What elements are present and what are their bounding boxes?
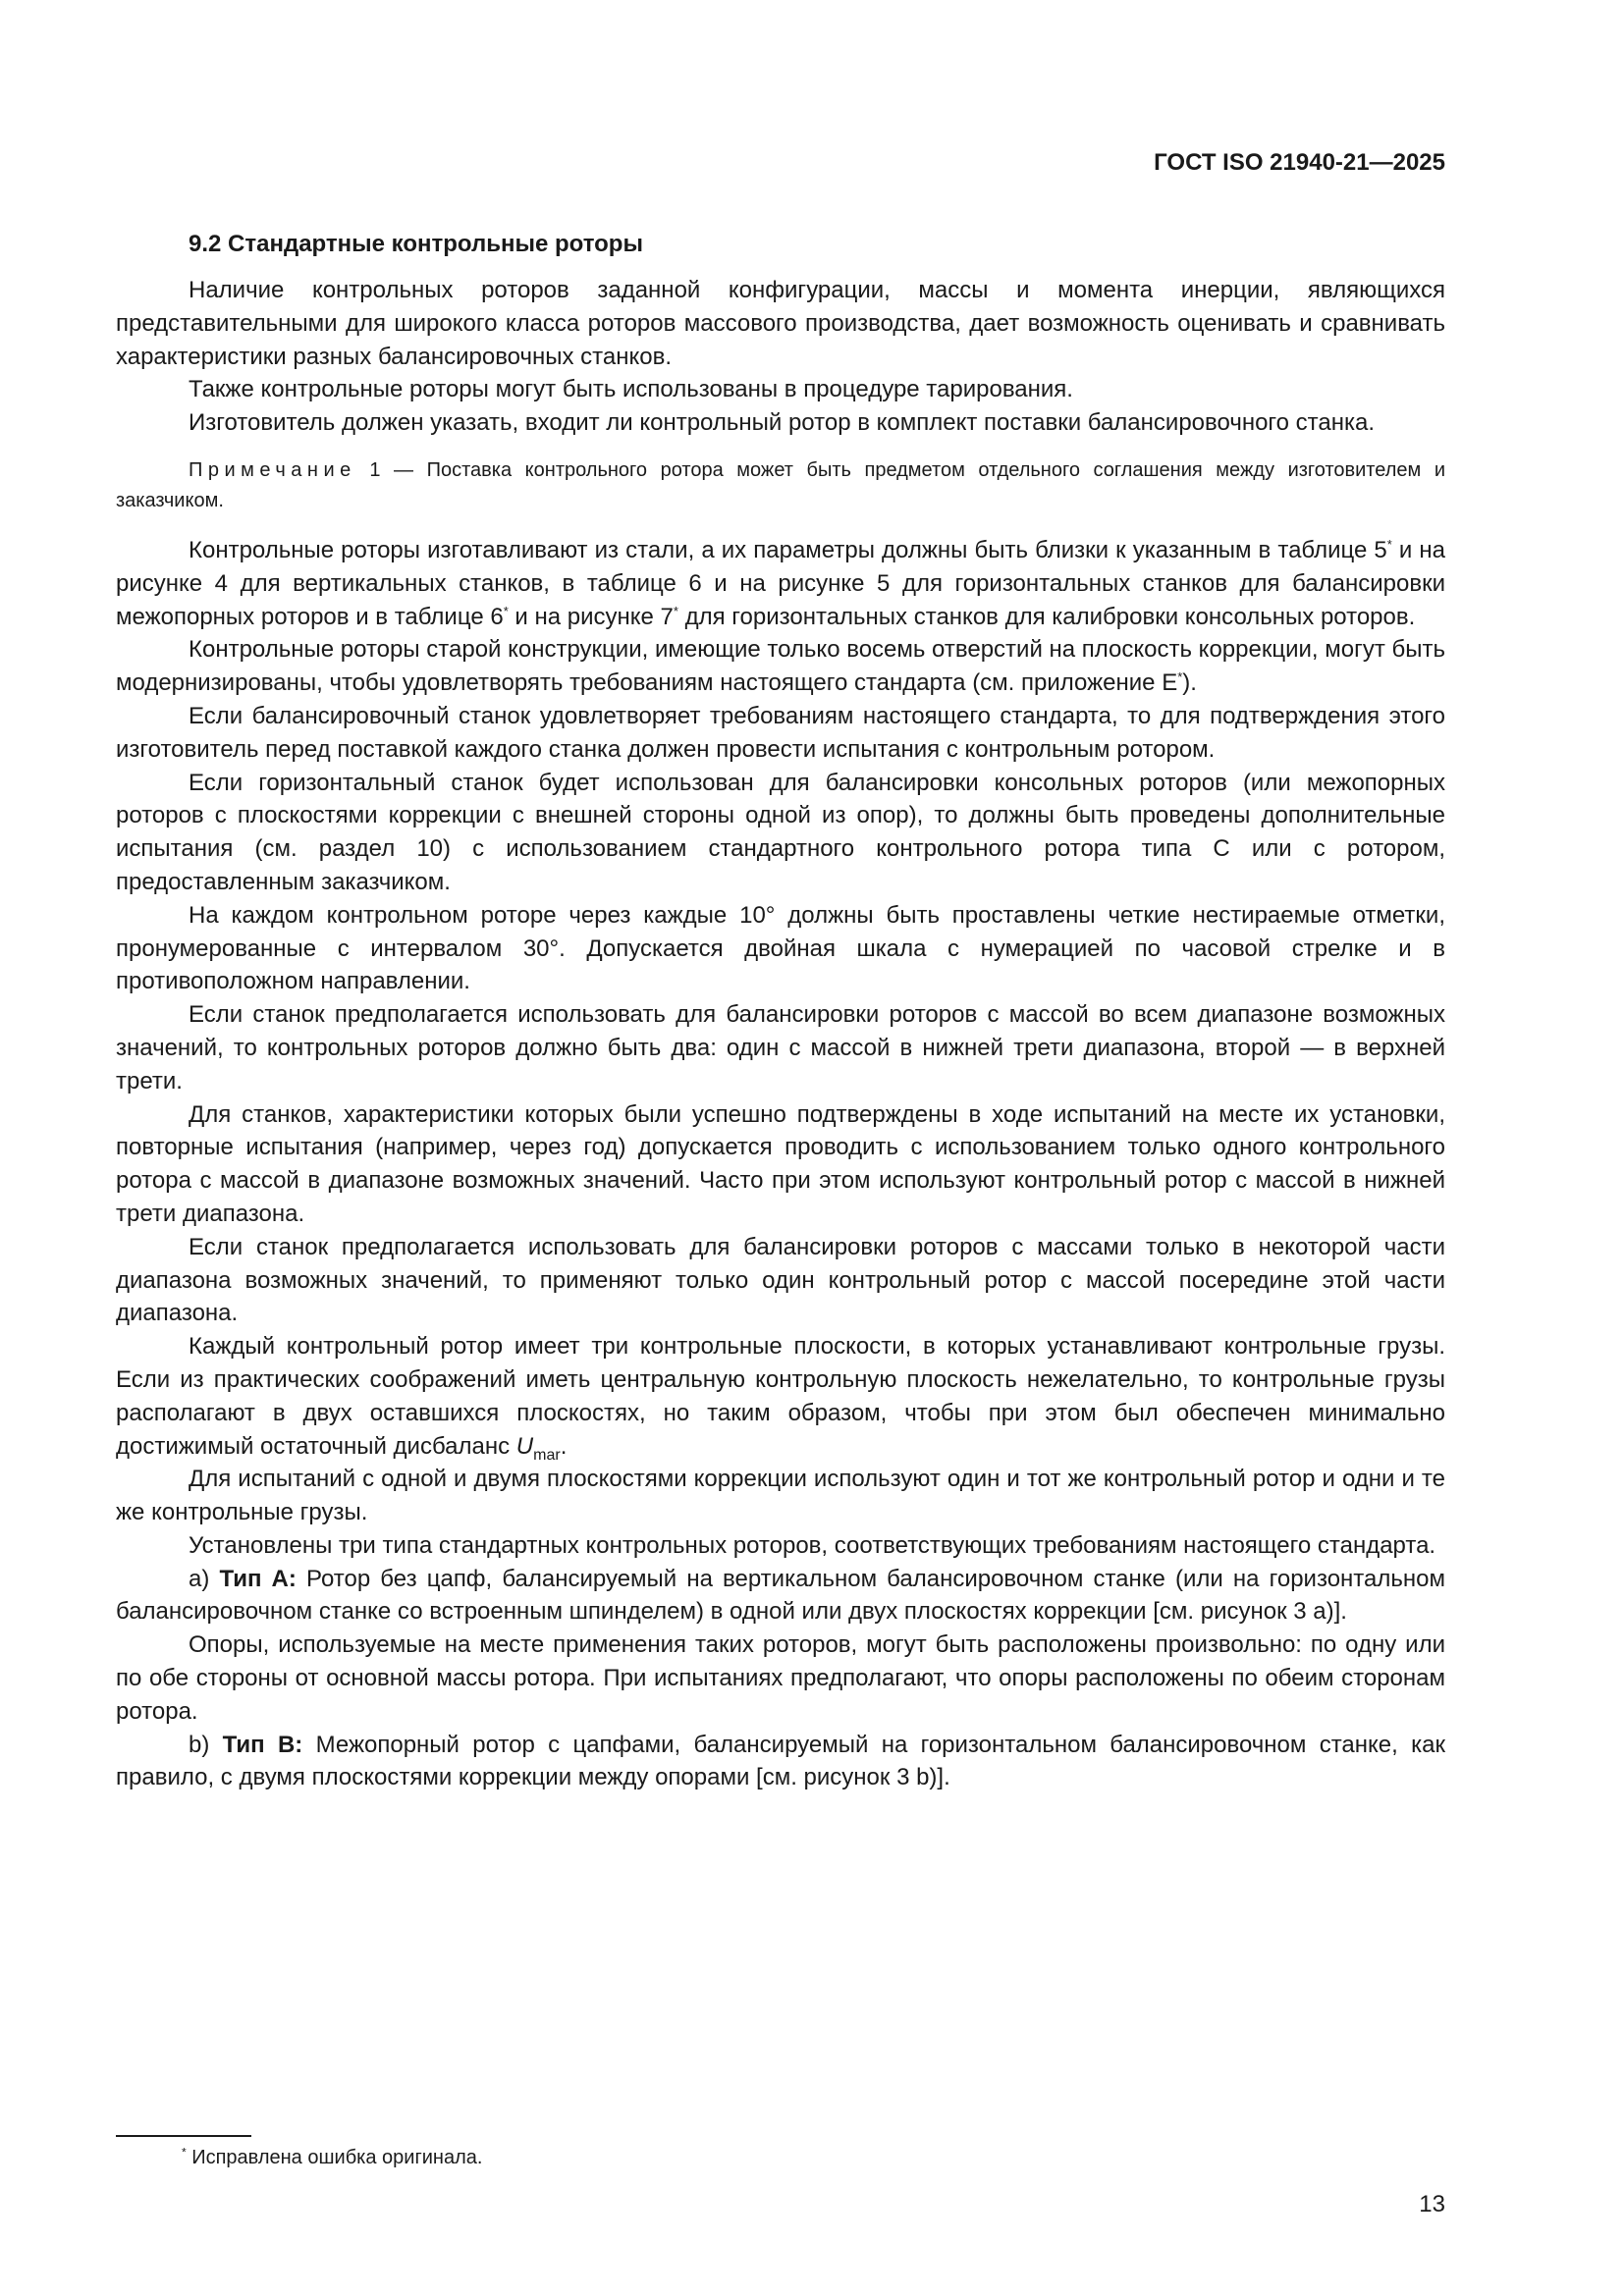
- paragraph-horizontal-machine: Если горизонтальный станок будет использован для балансировки консольных роторов (или межопорных роторов с плоскостями коррекции с внешней стороны одной из опор), то должны быть проведены дополнительные испытания (см. раздел 10) с использованием стандартного контрольного ротора типа С или с ротором, предоставленным заказчиком.: [116, 769, 1445, 895]
- list-marker-b: b): [189, 1731, 223, 1758]
- paragraph-two-rotors: Если станок предполагается использовать для балансировки роторов с массой во всем диапазоне возможных значений, то контрольных роторов должно быть два: один с массой в нижней трети диапазона, второй — в верхней трети.: [116, 1001, 1445, 1095]
- paragraph-material-part-d: для горизонтальных станков для калибровки консольных роторов.: [677, 603, 1416, 630]
- footnote-marker: *: [182, 2145, 187, 2160]
- paragraph-test-planes-end: .: [560, 1432, 568, 1460]
- footnote-ref: *: [673, 603, 678, 618]
- paragraph-supports: Опоры, используемые на месте применения таких роторов, могут быть расположены произвольно: по одну или по обе стороны от основной массы ротора. При испытаниях предполагают, что опоры расположены по обеим сторонам ротора.: [116, 1631, 1445, 1725]
- document-code-header: ГОСТ ISO 21940-21—2025: [1154, 149, 1445, 176]
- note-text: 1 — Поставка контрольного ротора может быть предметом отдельного соглашения между изготовителем и заказчиком.: [116, 458, 1445, 511]
- paragraph-material-part-a: Контрольные роторы изготавливают из стали, а их параметры должны быть близки к указанным в таблице 5: [189, 536, 1387, 563]
- type-b-label: Тип B:: [222, 1731, 303, 1758]
- unbalance-symbol: U: [515, 1432, 534, 1460]
- footnote-text: Исправлена ошибка оригинала.: [186, 2147, 483, 2168]
- unbalance-subscript: mar: [533, 1446, 561, 1464]
- paragraph-confirmation: Если балансировочный станок удовлетворяет требованиям настоящего стандарта, то для подтверждения этого изготовитель перед поставкой каждого станка должен провести испытания с контрольным ротором.: [116, 702, 1445, 763]
- footnote-ref: *: [503, 603, 509, 618]
- page-number: 13: [1419, 2191, 1445, 2217]
- paragraph-markings: На каждом контрольном роторе через каждые 10° должны быть проставлены четкие нестираемые отметки, пронумерованные с интервалом 30°. Допускается двойная шкала с нумерацией по часовой стрелке и в противоположном направлении.: [116, 901, 1445, 995]
- paragraph-repeat-tests: Для станков, характеристики которых были успешно подтверждены в ходе испытаний на месте их установки, повторные испытания (например, через год) допускается проводить с использованием только одного контрольного ротора с массой в диапазоне возможных значений. Часто при этом используют контрольный ротор с массой в нижней трети диапазона.: [116, 1100, 1445, 1227]
- list-marker-a: а): [189, 1565, 220, 1592]
- paragraph-same-rotor: Для испытаний с одной и двумя плоскостями коррекции используют один и тот же контрольный ротор и одни и те же контрольные грузы.: [116, 1466, 1445, 1526]
- footnote-ref: *: [1177, 669, 1183, 685]
- type-b-text: Межопорный ротор с цапфами, балансируемый на горизонтальном балансировочном станке, как правило, с двумя плоскостями коррекции между опорами [см. рисунок 3 b)].: [116, 1731, 1445, 1791]
- paragraph-material-part-c: и на рисунке 7: [508, 603, 674, 630]
- note-1: [116, 455, 1445, 516]
- paragraph-calibration: Также контрольные роторы могут быть использованы в процедуре тарирования.: [189, 376, 1073, 403]
- paragraph-intro: Наличие контрольных роторов заданной конфигурации, массы и момента инерции, являющихся представительными для широкого класса роторов массового производства, дает возможность оценивать и сравнивать характеристики разных балансировочных станков.: [116, 277, 1445, 370]
- paragraph-partial-range: Если станок предполагается использовать для балансировки роторов с массами только в некоторой части диапазона возможных значений, то применяют только один контрольный ротор с массой посередине этой части диапазона.: [116, 1233, 1445, 1327]
- paragraph-test-planes: [116, 1330, 1445, 1463]
- paragraph-old-design: [116, 633, 1445, 700]
- type-a-label: Тип А:: [219, 1565, 297, 1592]
- type-a-text: Ротор без цапф, балансируемый на вертикальном балансировочном станке (или на горизонтальном балансировочном станке со встроенным шпинделем) в одной или двух плоскостях коррекции [см. рисунок 3 а)].: [116, 1565, 1445, 1626]
- list-item-type-a: [116, 1563, 1445, 1629]
- footnote-ref: *: [1386, 536, 1392, 552]
- paragraph-three-types: Установлены три типа стандартных контрольных роторов, соответствующих требованиям настоящего стандарта.: [189, 1531, 1436, 1559]
- paragraph-test-planes-text: Каждый контрольный ротор имеет три контрольные плоскости, в которых устанавливают контрольные грузы. Если из практических соображений иметь центральную контрольную плоскость нежелательно, то контрольные грузы располагают в двух оставшихся плоскостях, но таким образом, чтобы при этом был обеспечен минимально достижимый остаточный дисбаланс: [116, 1333, 1445, 1460]
- section-heading: 9.2 Стандартные контрольные роторы: [189, 231, 643, 257]
- paragraph-old-design-part-b: ).: [1182, 669, 1197, 697]
- paragraph-material: [116, 534, 1445, 633]
- paragraph-manufacturer: Изготовитель должен указать, входит ли контрольный ротор в комплект поставки балансировочного станка.: [189, 409, 1376, 437]
- paragraph-material-part-b: и на рисунке 4 для вертикальных станков, в таблице 6 и на рисунке 5 для горизонтальных станков для балансировки межопорных роторов и в таблице 6: [116, 536, 1446, 630]
- footnote-divider: [116, 2135, 251, 2137]
- paragraph-old-design-part-a: Контрольные роторы старой конструкции, имеющие только восемь отверстий на плоскость коррекции, могут быть модернизированы, чтобы удовлетворять требованиям настоящего стандарта (см. приложение Е: [116, 636, 1445, 697]
- note-label: Примечание: [189, 458, 356, 481]
- list-item-type-b: [116, 1729, 1445, 1795]
- main-content: [116, 228, 1445, 1794]
- footnote: [182, 2144, 482, 2171]
